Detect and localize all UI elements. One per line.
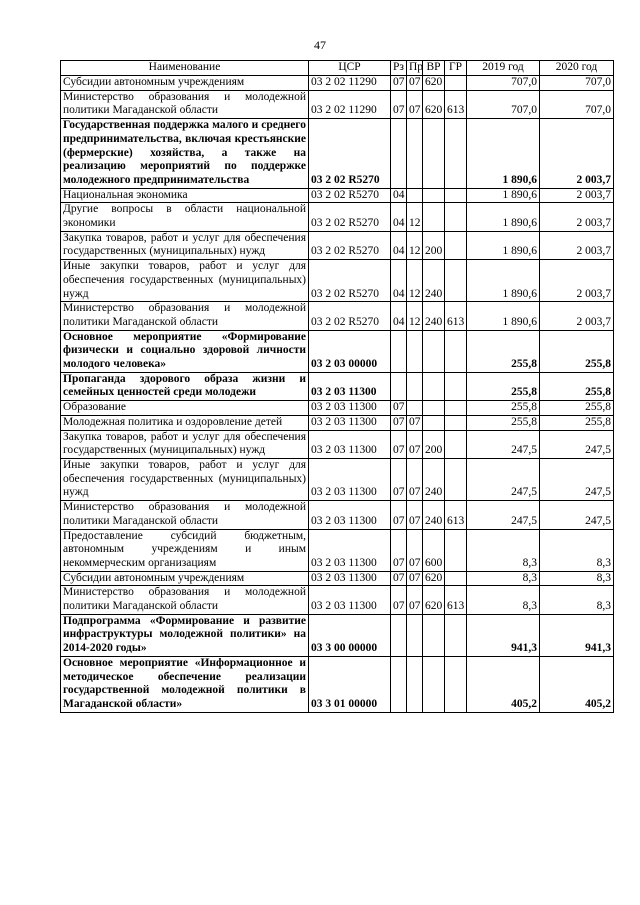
table-row <box>61 501 614 529</box>
cell-gr <box>445 415 467 430</box>
header-2020: 2020 год <box>540 61 614 76</box>
table-row <box>61 372 614 400</box>
cell-rz: 07 <box>391 90 407 118</box>
cell-vr: 620 <box>423 76 445 91</box>
budget-table <box>60 60 614 713</box>
cell-gr <box>445 571 467 586</box>
cell-y2019: 1 890,6 <box>467 231 540 259</box>
cell-name: Министерство образования и молодежной политики Магаданской области <box>61 90 309 118</box>
table-row <box>61 330 614 372</box>
cell-y2019: 1 890,6 <box>467 188 540 203</box>
cell-csr: 03 2 03 11300 <box>309 458 391 500</box>
cell-pr <box>407 614 423 656</box>
cell-vr <box>423 415 445 430</box>
table-row <box>61 231 614 259</box>
cell-gr: 613 <box>445 90 467 118</box>
cell-y2020: 2 003,7 <box>540 203 614 231</box>
cell-csr: 03 2 02 R5270 <box>309 119 391 189</box>
cell-y2019: 8,3 <box>467 571 540 586</box>
cell-csr: 03 2 03 11300 <box>309 529 391 571</box>
table-row <box>61 302 614 330</box>
cell-y2020: 2 003,7 <box>540 260 614 302</box>
cell-csr: 03 2 02 R5270 <box>309 260 391 302</box>
cell-gr <box>445 372 467 400</box>
table-row <box>61 90 614 118</box>
cell-y2020: 255,8 <box>540 415 614 430</box>
cell-y2019: 255,8 <box>467 330 540 372</box>
cell-y2020: 247,5 <box>540 458 614 500</box>
cell-rz <box>391 119 407 189</box>
cell-csr: 03 3 00 00000 <box>309 614 391 656</box>
cell-y2020: 941,3 <box>540 614 614 656</box>
cell-gr <box>445 458 467 500</box>
cell-pr: 07 <box>407 586 423 614</box>
table-row <box>61 529 614 571</box>
cell-vr: 240 <box>423 260 445 302</box>
cell-y2019: 8,3 <box>467 529 540 571</box>
cell-vr <box>423 203 445 231</box>
cell-name: Другие вопросы в области национальной экономики <box>61 203 309 231</box>
cell-csr: 03 2 02 R5270 <box>309 302 391 330</box>
page-number: 47 <box>314 38 326 52</box>
cell-rz: 04 <box>391 203 407 231</box>
cell-y2020: 8,3 <box>540 571 614 586</box>
header-2019: 2019 год <box>467 61 540 76</box>
cell-vr: 200 <box>423 231 445 259</box>
cell-rz: 07 <box>391 415 407 430</box>
cell-csr: 03 2 02 11290 <box>309 76 391 91</box>
cell-y2020: 2 003,7 <box>540 188 614 203</box>
cell-gr <box>445 529 467 571</box>
cell-name: Предоставление субсидий бюджетным, автономным учреждениям и иным некоммерческим организациям <box>61 529 309 571</box>
cell-y2020: 707,0 <box>540 76 614 91</box>
cell-rz <box>391 372 407 400</box>
cell-pr: 12 <box>407 203 423 231</box>
table-row <box>61 119 614 189</box>
table-row <box>61 586 614 614</box>
cell-csr: 03 2 03 00000 <box>309 330 391 372</box>
cell-vr <box>423 372 445 400</box>
cell-name: Подпрограмма «Формирование и развитие инфраструктуры молодежной политики» на 2014-2020 годы» <box>61 614 309 656</box>
cell-vr: 200 <box>423 430 445 458</box>
cell-rz: 04 <box>391 188 407 203</box>
cell-rz: 04 <box>391 302 407 330</box>
cell-y2019: 941,3 <box>467 614 540 656</box>
cell-y2019: 1 890,6 <box>467 302 540 330</box>
cell-name: Иные закупки товаров, работ и услуг для обеспечения государственных (муниципальных) нужд <box>61 458 309 500</box>
cell-y2019: 1 890,6 <box>467 203 540 231</box>
cell-rz: 07 <box>391 571 407 586</box>
cell-y2019: 707,0 <box>467 90 540 118</box>
cell-rz: 07 <box>391 76 407 91</box>
cell-y2019: 1 890,6 <box>467 260 540 302</box>
cell-y2019: 255,8 <box>467 401 540 416</box>
cell-pr: 12 <box>407 302 423 330</box>
header-gr: ГР <box>445 61 467 76</box>
cell-name: Иные закупки товаров, работ и услуг для обеспечения государственных (муниципальных) нужд <box>61 260 309 302</box>
table-row <box>61 614 614 656</box>
cell-name: Основное мероприятие «Информационное и методическое обеспечение реализации государственной молодежной политики в Магаданской области» <box>61 656 309 712</box>
cell-vr: 240 <box>423 458 445 500</box>
cell-pr: 07 <box>407 571 423 586</box>
cell-gr: 613 <box>445 302 467 330</box>
cell-y2019: 8,3 <box>467 586 540 614</box>
cell-name: Молодежная политика и оздоровление детей <box>61 415 309 430</box>
table-row <box>61 401 614 416</box>
cell-csr: 03 2 03 11300 <box>309 372 391 400</box>
cell-vr: 240 <box>423 501 445 529</box>
cell-pr: 07 <box>407 76 423 91</box>
cell-name: Министерство образования и молодежной политики Магаданской области <box>61 501 309 529</box>
cell-gr <box>445 330 467 372</box>
cell-pr: 12 <box>407 260 423 302</box>
cell-pr <box>407 330 423 372</box>
table-row <box>61 76 614 91</box>
cell-name: Министерство образования и молодежной политики Магаданской области <box>61 586 309 614</box>
cell-name: Закупка товаров, работ и услуг для обеспечения государственных (муниципальных) нужд <box>61 231 309 259</box>
header-rz: Рз <box>391 61 407 76</box>
cell-pr: 07 <box>407 90 423 118</box>
cell-csr: 03 2 03 11300 <box>309 501 391 529</box>
cell-y2019: 247,5 <box>467 430 540 458</box>
cell-gr <box>445 188 467 203</box>
cell-pr: 07 <box>407 415 423 430</box>
cell-pr <box>407 372 423 400</box>
cell-csr: 03 2 03 11300 <box>309 430 391 458</box>
cell-y2019: 1 890,6 <box>467 119 540 189</box>
cell-csr: 03 3 01 00000 <box>309 656 391 712</box>
cell-csr: 03 2 03 11300 <box>309 571 391 586</box>
cell-y2019: 255,8 <box>467 415 540 430</box>
header-csr: ЦСР <box>309 61 391 76</box>
cell-vr <box>423 119 445 189</box>
cell-csr: 03 2 03 11300 <box>309 586 391 614</box>
cell-gr <box>445 260 467 302</box>
header-pr: Пр <box>407 61 423 76</box>
table-row <box>61 415 614 430</box>
cell-gr <box>445 119 467 189</box>
cell-y2019: 707,0 <box>467 76 540 91</box>
cell-y2020: 8,3 <box>540 529 614 571</box>
cell-vr: 620 <box>423 586 445 614</box>
cell-gr <box>445 430 467 458</box>
cell-gr: 613 <box>445 501 467 529</box>
cell-name: Субсидии автономным учреждениям <box>61 76 309 91</box>
cell-name: Основное мероприятие «Формирование физически и социально здоровой личности молодого человека» <box>61 330 309 372</box>
cell-rz: 07 <box>391 458 407 500</box>
cell-pr: 12 <box>407 231 423 259</box>
cell-pr: 07 <box>407 458 423 500</box>
cell-y2020: 2 003,7 <box>540 119 614 189</box>
table-row <box>61 203 614 231</box>
table-row <box>61 188 614 203</box>
cell-vr <box>423 401 445 416</box>
table-row <box>61 571 614 586</box>
cell-rz <box>391 330 407 372</box>
cell-rz: 07 <box>391 501 407 529</box>
cell-vr: 620 <box>423 90 445 118</box>
cell-csr: 03 2 02 R5270 <box>309 188 391 203</box>
cell-gr <box>445 656 467 712</box>
cell-y2019: 247,5 <box>467 458 540 500</box>
cell-pr: 07 <box>407 430 423 458</box>
header-row <box>61 61 614 76</box>
cell-rz: 07 <box>391 529 407 571</box>
cell-y2020: 255,8 <box>540 330 614 372</box>
cell-pr: 07 <box>407 529 423 571</box>
cell-gr <box>445 76 467 91</box>
cell-y2020: 405,2 <box>540 656 614 712</box>
cell-y2020: 255,8 <box>540 401 614 416</box>
cell-pr <box>407 656 423 712</box>
cell-rz: 04 <box>391 231 407 259</box>
cell-name: Государственная поддержка малого и среднего предпринимательства, включая крестьянские (фермерские) хозяйства, а также на реализацию мероприятий по поддержке молодежного предпринимательства <box>61 119 309 189</box>
cell-y2020: 255,8 <box>540 372 614 400</box>
cell-pr <box>407 119 423 189</box>
cell-y2020: 2 003,7 <box>540 302 614 330</box>
cell-gr <box>445 231 467 259</box>
cell-vr <box>423 614 445 656</box>
cell-y2019: 255,8 <box>467 372 540 400</box>
table-row <box>61 430 614 458</box>
cell-y2020: 247,5 <box>540 430 614 458</box>
cell-vr: 240 <box>423 302 445 330</box>
cell-name: Закупка товаров, работ и услуг для обеспечения государственных (муниципальных) нужд <box>61 430 309 458</box>
cell-gr <box>445 203 467 231</box>
cell-rz: 07 <box>391 586 407 614</box>
cell-vr <box>423 188 445 203</box>
header-vr: ВР <box>423 61 445 76</box>
cell-name: Национальная экономика <box>61 188 309 203</box>
cell-name: Министерство образования и молодежной политики Магаданской области <box>61 302 309 330</box>
cell-rz: 04 <box>391 260 407 302</box>
cell-csr: 03 2 03 11300 <box>309 415 391 430</box>
cell-gr <box>445 401 467 416</box>
table-row <box>61 656 614 712</box>
cell-rz: 07 <box>391 401 407 416</box>
cell-y2020: 247,5 <box>540 501 614 529</box>
cell-name: Субсидии автономным учреждениям <box>61 571 309 586</box>
cell-rz: 07 <box>391 430 407 458</box>
cell-pr: 07 <box>407 501 423 529</box>
cell-csr: 03 2 02 11290 <box>309 90 391 118</box>
cell-vr: 600 <box>423 529 445 571</box>
cell-rz <box>391 656 407 712</box>
cell-rz <box>391 614 407 656</box>
cell-vr <box>423 656 445 712</box>
cell-pr <box>407 401 423 416</box>
header-name: Наименование <box>61 61 309 76</box>
cell-name: Образование <box>61 401 309 416</box>
table-row <box>61 260 614 302</box>
cell-gr: 613 <box>445 586 467 614</box>
table-row <box>61 458 614 500</box>
cell-name: Пропаганда здорового образа жизни и семейных ценностей среди молодежи <box>61 372 309 400</box>
cell-csr: 03 2 02 R5270 <box>309 231 391 259</box>
cell-y2019: 405,2 <box>467 656 540 712</box>
cell-y2020: 707,0 <box>540 90 614 118</box>
cell-y2019: 247,5 <box>467 501 540 529</box>
cell-vr: 620 <box>423 571 445 586</box>
cell-csr: 03 2 02 R5270 <box>309 203 391 231</box>
cell-pr <box>407 188 423 203</box>
cell-vr <box>423 330 445 372</box>
cell-csr: 03 2 03 11300 <box>309 401 391 416</box>
cell-y2020: 8,3 <box>540 586 614 614</box>
cell-y2020: 2 003,7 <box>540 231 614 259</box>
cell-gr <box>445 614 467 656</box>
table-body <box>61 76 614 713</box>
